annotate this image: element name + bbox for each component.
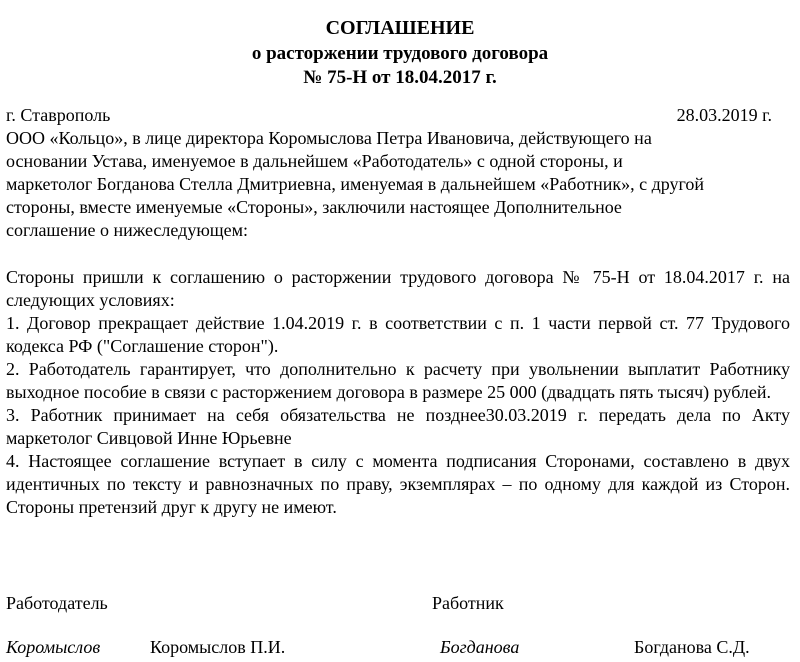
employee-label: Работник: [432, 593, 504, 613]
preamble-line: стороны, вместе именуемые «Стороны», заключили настоящее Дополнительное: [6, 197, 622, 217]
contract-reference: № 75-Н от 18.04.2017 г.: [303, 67, 497, 88]
term-item: 3. Работник принимает на себя обязательства не позднее30.03.2019 г. передать дела по Акту маркетолог Сивцовой Инне Юрьевне: [6, 405, 790, 448]
document-date: 28.03.2019 г.: [676, 105, 772, 125]
document-title: СОГЛАШЕНИЕ: [325, 17, 475, 39]
term-item: 2. Работодатель гарантирует, что дополнительно к расчету при увольнении выплатит Работнику выходное пособие в связи с расторжением договора в размере 25 000 (двадцать пять тысяч) рублей.: [6, 359, 790, 402]
employee-name: Богданова С.Д.: [634, 637, 750, 657]
preamble: [6, 127, 790, 242]
term-item: 4. Настоящее соглашение вступает в силу с момента подписания Сторонами, составлено в двух идентичных по тексту и равнозначных по праву, экземплярах – по одному для каждой из Сторон. Стороны претензий друг к другу не имеют.: [6, 451, 790, 517]
terms-intro: Стороны пришли к соглашению о расторжении трудового договора № 75-Н от 18.04.2017 г. на следующих условиях:: [6, 267, 790, 310]
signature-block: [0, 592, 800, 662]
preamble-line: соглашение о нижеследующем:: [6, 220, 249, 240]
place-date-line: [6, 104, 776, 127]
term-item: 1. Договор прекращает действие 1.04.2019 г. в соответствии с п. 1 части первой ст. 77 Трудового кодекса РФ ("Соглашение сторон").: [6, 313, 790, 356]
place: г. Ставрополь: [6, 105, 111, 125]
employer-name: Коромыслов П.И.: [150, 637, 286, 657]
terms-section: [6, 266, 790, 519]
preamble-line: ООО «Кольцо», в лице директора Коромыслова Петра Ивановича, действующего на: [6, 128, 652, 148]
employee-signature: Богданова: [440, 637, 520, 657]
preamble-line: маркетолог Богданова Стелла Дмитриевна, именуемая в дальнейшем «Работник», с другой: [6, 174, 705, 194]
employer-label: Работодатель: [6, 593, 108, 613]
employer-signature: Коромыслов: [6, 637, 101, 657]
document-subtitle: о расторжении трудового договора: [251, 43, 549, 64]
preamble-line: основании Устава, именуемое в дальнейшем «Работодатель» с одной стороны, и: [6, 151, 623, 171]
